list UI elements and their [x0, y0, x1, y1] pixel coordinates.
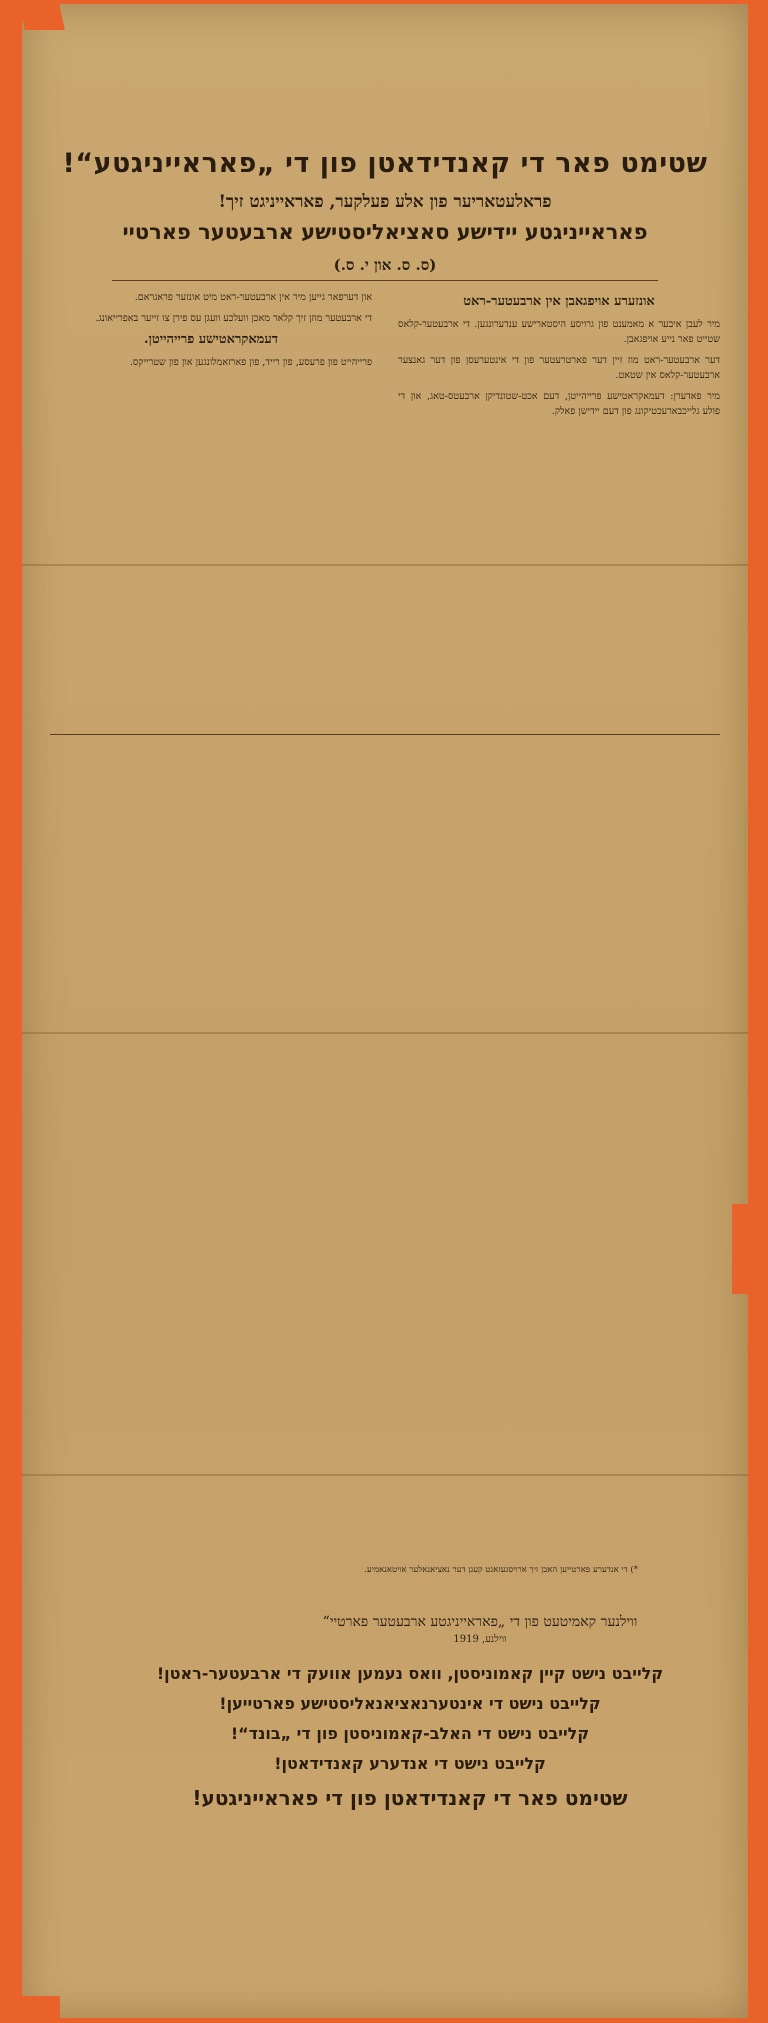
- left-column-middle: [50, 742, 372, 750]
- slogan: קלייבט נישט די אינטערנאציאנאליסטישע פארטייען!: [219, 1694, 601, 1713]
- torn-edge: [22, 1996, 60, 2018]
- slogan: קלייבט נישט די האלב-קאמוניסטן פון די „בונד“!: [230, 1724, 590, 1743]
- right-column-middle: [398, 742, 720, 750]
- right-column-top: [398, 290, 720, 425]
- left-column-top: [50, 290, 372, 376]
- divider: [112, 280, 658, 281]
- slogan: קלייבט נישט די אנדערע קאנדידאטן!: [274, 1754, 546, 1773]
- poster-title: שטימט פאר די קאנדידאטן פון די „פאראייניגטע“!: [62, 148, 708, 179]
- paragraph: מיר פאדערן: דעמאקראטישע פרייהייטן, דעם אכט-שטונדיקן ארבעטס-טאג, און די פולע גלייכבארעכטיקונג פון דעם יידישן פאלק.: [398, 391, 720, 417]
- paragraph: דער ארבעטער-ראט מוז זיין דער פארטרעטער פון די אינטערעסן פון דער גאנצער ארבעטער-קלאס אין שטאט.: [398, 355, 720, 381]
- fold-line: [22, 1474, 748, 1476]
- poster-subtitle: פראלעטאריער פון אלע פעלקער, פאראייניגט זיך!: [218, 192, 552, 212]
- signature-line: ווילנער קאמיטעט פון די „פאראייניגטע ארבעטער פארטיי“: [322, 1614, 638, 1630]
- paragraph: מיר לעבן איבער א מאמענט פון גרויסע היסטארישע ענדערונגען. די ארבעטער-קלאס שטייט פאר נייע אויפגאבן.: [398, 319, 720, 345]
- final-slogan: שטימט פאר די קאנדידאטן פון די פאראייניגטע!: [192, 1786, 628, 1810]
- slogan: קלייבט נישט קיין קאמוניסטן, וואס נעמען אוועק די ארבעטער-ראטן!: [156, 1664, 664, 1683]
- fold-line: [22, 1032, 748, 1034]
- footnote: *) די אנדערע פארטייען האבן זיך ארויסגעזאגט קעגן דער נאציאנאלער אויטאנאמיע.: [364, 1565, 638, 1575]
- date-line: ווילנע, 1919: [453, 1634, 507, 1645]
- paragraph: פרייהייט פון פרעסע, פון רייד, פון פארזאמלונגען און פון שטרייקס.: [129, 357, 372, 368]
- paragraph: די ארבעטער מוזן זיך קלאר מאכן וועלכע וועגן עס פירן צו זייער באפרייאונג.: [95, 313, 372, 324]
- paragraph: און דערפאר גייען מיר אין ארבעטער-ראט מיט אונזער פראגראם.: [134, 292, 372, 303]
- section-heading: אונזערע אויפגאבן אין ארבעטער-ראט: [463, 294, 655, 309]
- fold-line: [22, 564, 748, 566]
- party-abbreviation: (ס. ס. און י. ס.): [333, 256, 437, 274]
- divider: [50, 734, 720, 735]
- section-heading: דעמאקראטישע פרייהייטן.: [144, 332, 278, 347]
- torn-edge: [22, 4, 65, 30]
- poster-sheet: [22, 4, 748, 2018]
- torn-edge: [732, 1204, 748, 1294]
- party-name: פאראייניגטע יידישע סאציאליסטישע ארבעטער פארטיי: [122, 220, 648, 244]
